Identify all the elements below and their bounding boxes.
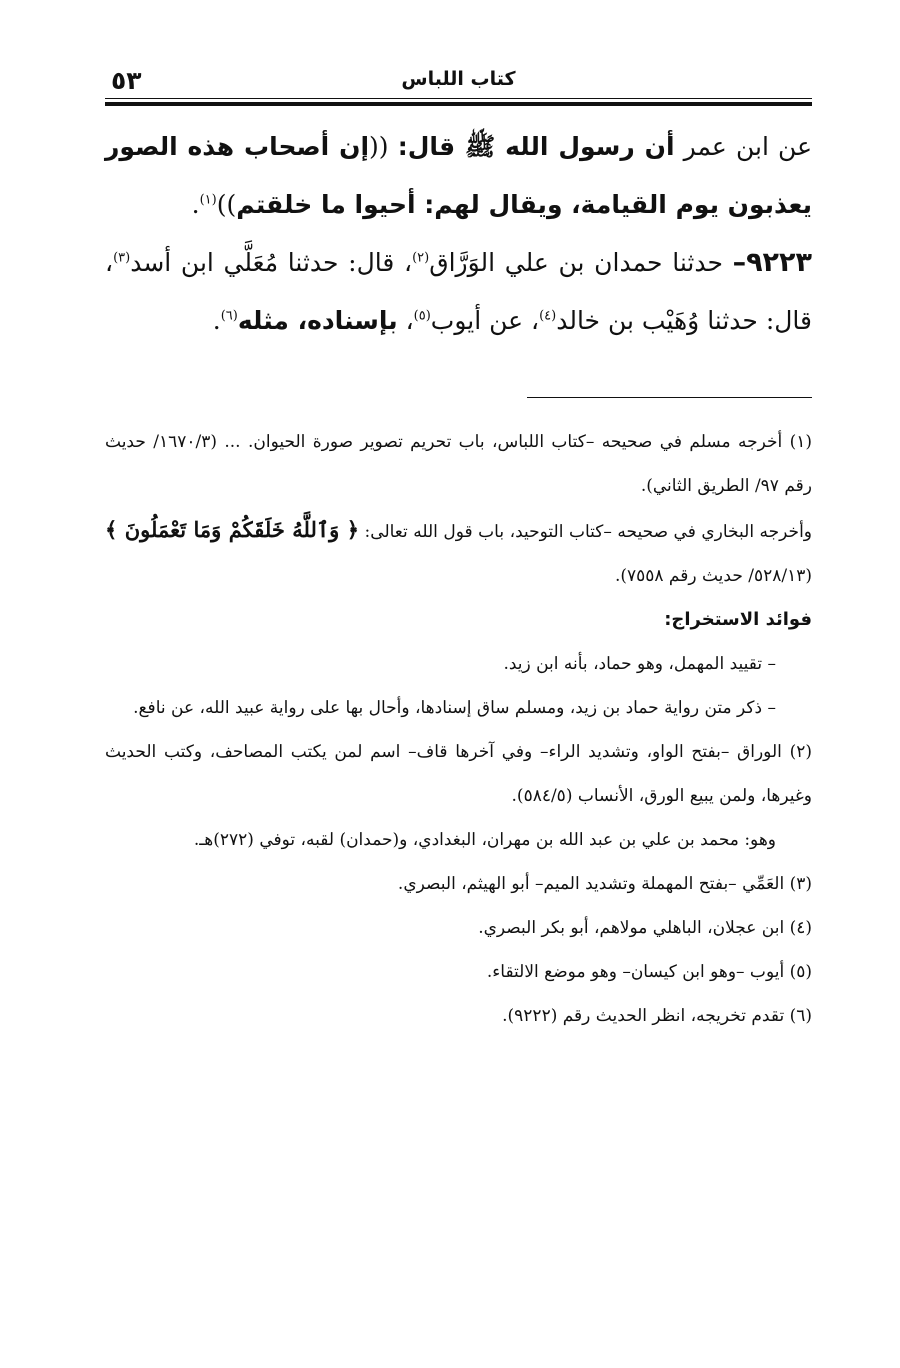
page-header xyxy=(105,66,812,98)
footnote-ref-3: (٣) xyxy=(113,250,131,266)
footnote-ref-6: (٦) xyxy=(220,308,238,324)
footnote-1-bukhari-pre: وأخرجه البخاري في صحيحه –كتاب التوحيد، باب قول الله تعالى: xyxy=(359,522,813,542)
hadith-1-end: . xyxy=(191,190,200,219)
hadith-paragraph-1 xyxy=(105,118,812,234)
hadith-1-open-quote: (( xyxy=(369,132,398,161)
footnote-ref-2: (٢) xyxy=(412,250,430,266)
header-rule-thick xyxy=(105,102,812,106)
footnote-6: (٦) تقدم تخريجه، انظر الحديث رقم (٩٢٢٢). xyxy=(502,1006,812,1026)
hadith-1-matn: إن أصحاب هذه الصور يعذبون يوم القيامة، ويقال لهم: أحيوا ما خلقتم xyxy=(105,132,812,219)
page-number: ٥٣ xyxy=(111,66,142,95)
hadith-2-end: . xyxy=(212,306,221,335)
footnote-5: (٥) أيوب –وهو ابن كيسان– وهو موضع الالتقاء. xyxy=(486,962,812,982)
header-rule-thin xyxy=(105,98,812,99)
hadith-number: ٩٢٢٣– xyxy=(732,247,812,278)
hadith-1-text-a: عن ابن عمر xyxy=(674,132,812,161)
footnote-1-bukhari xyxy=(105,508,812,598)
footnote-4: (٤) ابن عجلان، الباهلي مولاهم، أبو بكر البصري. xyxy=(478,918,812,938)
hadith-2-text-a: حدثنا حمدان بن علي الوَرَّاق xyxy=(429,248,733,277)
footnote-1: (١) أخرجه مسلم في صحيحه –كتاب اللباس، باب تحريم تصوير صورة الحيوان. ... (١٦٧٠/٣/ حديث رقم ٩٧/ الطريق الثاني). xyxy=(105,432,812,496)
hadith-2-text-e: ، xyxy=(397,306,414,335)
quran-verse: ﴿ وَٱللَّهُ خَلَقَكُمْ وَمَا تَعْمَلُونَ ﴾ xyxy=(105,517,360,542)
hadith-2-text-c: ، قال: حدثنا وُهَيْب بن خالد xyxy=(105,248,812,335)
footnote-ref-4: (٤) xyxy=(539,308,557,324)
footnote-divider xyxy=(527,397,812,398)
footnote-ref-5: (٥) xyxy=(413,308,431,324)
benefits-heading: فوائد الاستخراج: xyxy=(664,609,812,630)
hadith-2-text-b: ، قال: حدثنا مُعَلَّي ابن أسد xyxy=(130,248,413,277)
footnote-ref-1: (١) xyxy=(199,192,217,208)
footnote-3: (٣) العَمِّي –بفتح المهملة وتشديد الميم– أبو الهيثم، البصري. xyxy=(397,874,812,894)
benefit-2: – ذكر متن رواية حماد بن زيد، ومسلم ساق إسنادها، وأحال بها على رواية عبيد الله، عن نافع. xyxy=(133,698,776,718)
hadith-1-close-quote: )) xyxy=(216,190,237,219)
hadith-1-text-b: أن رسول الله ﷺ قال: xyxy=(397,132,675,161)
book-title: كتاب اللباس xyxy=(401,68,516,90)
main-text xyxy=(105,118,812,350)
benefit-1: – تقييد المهمل، وهو حماد، بأنه ابن زيد. xyxy=(503,654,776,674)
footnote-1-bukhari-post: (٥٢٨/١٣/ حديث رقم ٧٥٥٨). xyxy=(614,566,812,586)
hadith-2-bold: بإسناده، مثله xyxy=(237,306,398,335)
footnotes xyxy=(105,420,812,1038)
hadith-paragraph-2 xyxy=(105,234,812,350)
footnote-2: (٢) الوراق –بفتح الواو، وتشديد الراء– وفي آخرها قاف– اسم لمن يكتب المصاحف، وكتب الحديث وغيرها، ولمن يبيع الورق، الأنساب (٥٨٤/٥). xyxy=(105,742,812,806)
footnote-2-extra: وهو: محمد بن علي بن عبد الله بن مهران، البغدادي، و(حمدان) لقبه، توفي (٢٧٢)هـ. xyxy=(193,830,776,850)
hadith-2-text-d: ، عن أيوب xyxy=(430,306,540,335)
